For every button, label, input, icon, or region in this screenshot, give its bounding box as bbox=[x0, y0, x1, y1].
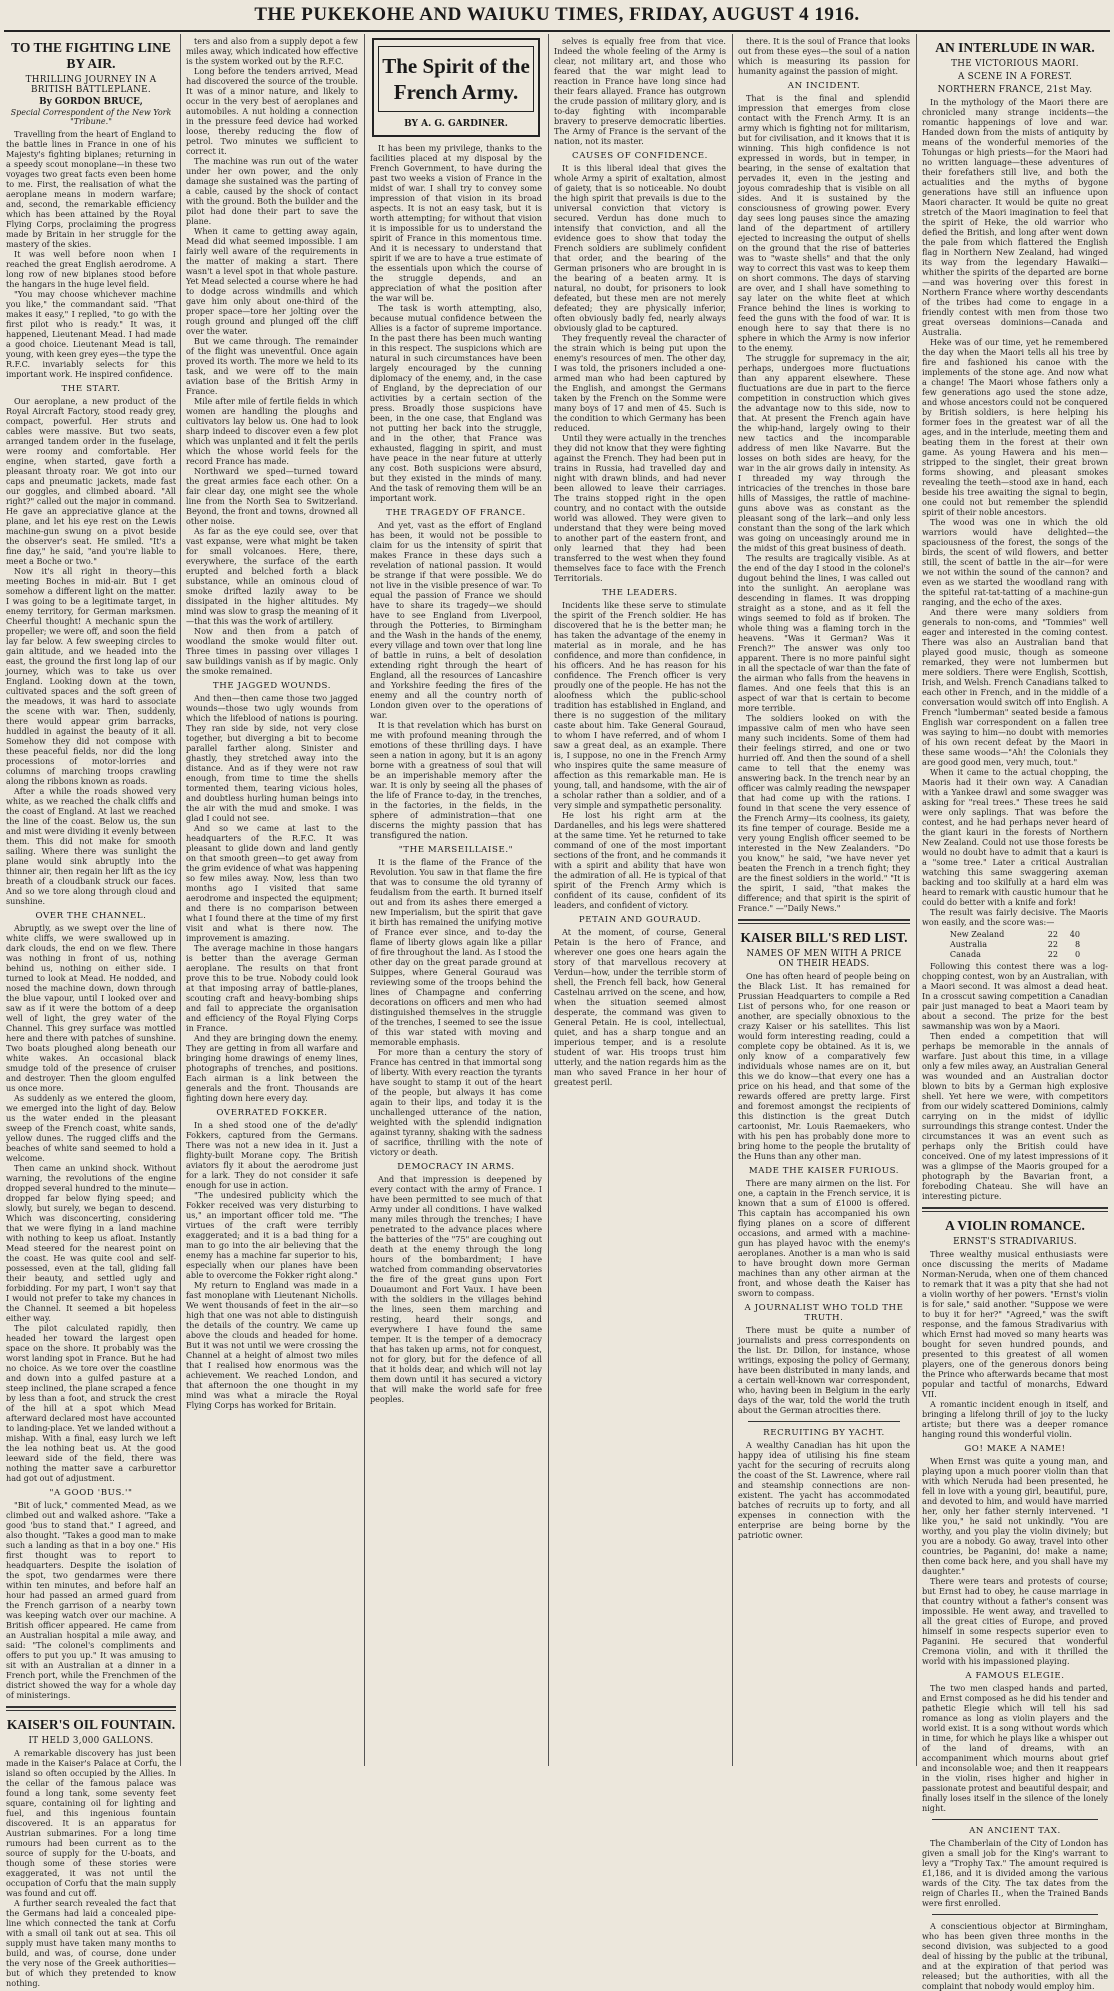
paragraph: After a while the roads showed very white, as we reached the chalk cliffs and the coast of England. At last we reached the line of the coast. Below us, the sun and mist were dividing it evenly between them. This did not make for smooth sailing. Where there was sunlight the plane would sink abruptly into the thinner air, then regain her lift as the icy breath of a cloudbank struck our faces. And so we tore along through cloud and sunshine. bbox=[6, 786, 176, 906]
paragraph: And then—then came those two jagged wounds—those two ugly wounds from which the lifeblood of nations is pouring. They ran side by side, not very close together, but diverging a bit to become parallel farther along. Sinister and ghastly, they stretched away into the distance. And as if they were not raw enough, from time to time the shells tormented them, tearing vicious holes, and doubtless hurling human beings into the air with the mud and smoke. I was glad I could not see. bbox=[186, 693, 358, 823]
paragraph: selves is equally free from that vice. Indeed the whole feeling of the Army is clear, not military art, and those who feared that the war might lead to reaction in France have long since had their fears allayed. France has outgrown the crude passion of military glory, and is to-day fighting with incomparable bravery to preserve democratic liberties. The Army of France is the servant of the nation, not its master. bbox=[554, 36, 726, 146]
score-table bbox=[950, 929, 1080, 959]
paragraph: The result was fairly decisive. The Maoris won easily, and the score was:— bbox=[922, 907, 1108, 927]
section-heading: PETAIN AND GOURAUD. bbox=[578, 915, 702, 925]
paragraph: Northward we sped—turned toward the great armies face each other. On a fair clear day, one might see the whole line from the North Sea to Switzerland. Beyond, the front and towns, drowned all other noise. bbox=[186, 466, 358, 526]
paragraph: The average machine in those hangars is better than the average German aeroplane. The results on that front prove this to be true. Nobody could look at that imposing array of battle-planes, scouting craft and heavy-bombing ships and fail to appreciate the organisation and efficiency of the Royal Flying Corps in France. bbox=[186, 943, 358, 1033]
paragraph: The task is worth attempting, also, because mutual confidence between the Allies is a factor of supreme importance. In the past there has been much wanting in this respect. The suspicions which are natural in such circumstances have been largely encouraged by the cunning diplomacy of the enemy, and, in the case of England, by the depreciation of our activities by a certain section of the press. Broadly those suspicions have been, in the one case, that England was not putting her back into the struggle, and in the other, that France was exhausted, flagging in spirit, and must have peace in the near future at utterly any cost. Both suspicions were absurd, but they existed in the minds of many. And the task of removing them will be an important work. bbox=[370, 303, 542, 503]
article-divider bbox=[922, 1207, 1108, 1212]
feature-title-box bbox=[372, 38, 540, 137]
team-name: New Zealand bbox=[949, 929, 1005, 939]
masthead-rule bbox=[4, 30, 1110, 32]
paragraph: And yet, vast as the effort of England has been, it would not be possible to claim for us the intensity of spirit that makes France in these days such a revelation of national passion. It would be strange if that were possible. We do not live in the visible presence of war. To equal the passion of France we should have to share its tragedy—we should have to see England from Liverpool, through the Potteries, to Birmingham and the Wash in the hands of the enemy, every village and town over that long line of battle in ruins, a belt of desolation extending right through the heart of England, all the resources of Lancashire and Yorkshire feeding the fires of the enemy and all the country north of London given over to the operations of war. bbox=[370, 520, 542, 720]
section-heading: AN INCIDENT. bbox=[787, 81, 861, 91]
paragraph: Travelling from the heart of England to the battle lines in France in one of his Majesty's fighting biplanes; returning in a speedy scout monoplane—in these two voyages two great facts even been home to me. First, the realisation of what the aeroplane means in modern warfare; and, second, the remarkable efficiency which has been attained by the Royal Flying Corps, proclaiming the progress made by Britain in her struggle for the mastery of the skies. bbox=[6, 129, 176, 249]
section-heading: OVERRATED FOKKER. bbox=[216, 1108, 328, 1118]
paragraph: Now and then from a patch of woodland the smoke would filter out. Three times in passing over villages I saw buildings vanish as if by magic. Only the smoke remained. bbox=[186, 626, 358, 676]
score-value: 8 bbox=[1074, 939, 1081, 949]
subheadline: IT HELD 3,000 GALLONS. bbox=[28, 1736, 154, 1746]
paragraph: There are many airmen on the list. For one, a captain in the French service, it is known that a sum of £1000 is offered. This captain has accompanied his own flying planes on a score of different occasions, and armed with a machine-gun has played havoc with the enemy's aeroplanes. Another is a man who is said to have brought down more German machines than any other airman at the front, and whose death the Kaiser has sworn to compass. bbox=[738, 1178, 910, 1298]
byline: By GORDON BRUCE, bbox=[39, 97, 143, 107]
subheadline: THE VICTORIOUS MAORI. bbox=[951, 59, 1079, 69]
section-heading: THE TRAGEDY OF FRANCE. bbox=[386, 508, 526, 518]
paragraph: It was well before noon when I reached the great English aerodrome. A long row of new biplanes stood before the hangars in the huge level field. bbox=[6, 249, 176, 289]
section-heading: GO! MAKE A NAME! bbox=[964, 1444, 1066, 1454]
headline: AN INTERLUDE IN WAR. bbox=[935, 40, 1095, 55]
masthead: THE PUKEKOHE AND WAIUKU TIMES, FRIDAY, AUGUST 4 1916. bbox=[254, 4, 860, 25]
paragraph: there. It is the soul of France that looks out from these eyes—the soul of a nation which is measuring its passion for humanity against the passion of might. bbox=[738, 36, 910, 76]
paragraph: And they are bringing down the enemy. They are getting in from all warfare and bringing home drawings of enemy lines, photographs of trenches, and positions. Each airman is a link between the generals and the front. Thousands are fighting down here every day. bbox=[186, 1033, 358, 1103]
column-rule bbox=[732, 34, 733, 1766]
section-heading: AN ANCIENT TAX. bbox=[969, 1826, 1061, 1836]
article-divider bbox=[6, 1706, 176, 1711]
section-heading: OVER THE CHANNEL. bbox=[35, 911, 147, 921]
section-heading: CAUSES OF CONFIDENCE. bbox=[572, 151, 708, 161]
paragraph: Now it's all right in theory—this meeting Boches in mid-air. But I get somehow a different light on the matter. I was going to be a legitimate target, in enemy territory, for German marksmen. Cheerful thought! A mechanic spun the propeller; we were off, and soon the field lay far below. A few sweeping circles to gain altitude, and we headed into the east, the ground the first long lap of our journey, which was to take us over England. Looking down at the town, cultivated spaces and the soft green of the meadows, it was hard to associate the scene with war. Then, suddenly, there would appear grim barracks, huddled in against the beauty of it all. Somehow they did not compose with these peaceful fields, nor did the long processions of motor-lorries and columns of marching troops crawling along the ribbons known as roads. bbox=[6, 566, 176, 786]
paragraph: One has often heard of people being on the Black List. It has remained for Prussian Headquarters to compile a Red List of persons who, for one reason or another, are specially obnoxious to the crazy Kaiser or his satellites. This list would form interesting reading, could a complete copy be obtained. As it is, we only know of a comparatively few individuals whose names are on it, but this we do know—that every one has a price on his head, and that some of the rewards offered are pretty large. First and foremost amongst the recipients of this distinction is the great Dutch cartoonist, Mr. Louis Raemaekers, who with his pen has probably done more to bring home to the people the brutality of the Huns than any other man. bbox=[738, 971, 910, 1161]
paragraph: Heke was of our time, yet he remembered the day when the Maori tells all his tree by fire and fashioned his canoe with the implements of the stone age. And now what a change! The Maori whose fathers only a few generations ago used the stone adze, and whose ancestors could not be conquered by British soldiers, is here helping his former foes in the greatest war of all the ages, and in the interlude, meeting them and beating them in the forest at their own game. As young Hawera and his men—stripped to the singlet, their great brown forms showing, and pleasant smokes revealing the teeth—stood axe in hand, each beside his tree awaiting the signal to begin, one could not but remember the splendid spirit of their noble ancestors. bbox=[922, 337, 1108, 517]
section-heading: MADE THE KAISER FURIOUS. bbox=[748, 1166, 900, 1176]
headline: A VIOLIN ROMANCE. bbox=[945, 1218, 1085, 1233]
section-heading: RECRUITING BY YACHT. bbox=[763, 1428, 885, 1438]
byline: BY A. G. GARDINER. bbox=[404, 119, 508, 129]
paragraph: Following this contest there was a log-chopping contest, won by an Australian, with a Maori second. It was almost a dead heat. In a crosscut sawing competition a Canadian pair just managed to beat a Maori team by about a second. The prize for the best sawmanship was won by a Maori. bbox=[922, 961, 1108, 1031]
subheadline: ERNST'S STRADIVARIUS. bbox=[953, 1237, 1077, 1247]
column-3 bbox=[370, 36, 542, 1766]
paragraph: When Ernst was quite a young man, and playing upon a much poorer violin than that with which Neruda had been presented, he fell in love with a young girl, beautiful, pure, and devoted to him, and would have married her, only her father sternly intervened. "I like you," he said not unkindly. "You are worthy, and you play the violin divinely; but you are a nobody. Go away, travel into other countries, be Paganini, do! make a name; then come back here, and you shall have my daughter." bbox=[922, 1456, 1108, 1576]
paragraph: In a shed stood one of the de'adly' Fokkers, captured from the Germans. There was not a new idea in it. Just a flighty-built Morane copy. The British aviators fly it about the aerodrome just for a lark. They do not consider it safe enough for use in action. bbox=[186, 1120, 358, 1190]
paragraph: There must be quite a number of journalists and press correspondents on the list. Dr. Dillon, for instance, whose writings, exposing the policy of Germany, have been distributed in many lands, and a certain well-known war correspondent, who, having been in Belgium in the early days of the war, told the world the truth about the German atrocities there. bbox=[738, 1325, 910, 1415]
paragraph: He lost his right arm at the Dardanelles, and his legs were shattered at the same time. Yet he returned to take command of one of the most important sections of the front, and he commands it with a spirit and ability that have won the admiration of all. He is typical of that spirit of the French Army which is confident of its cause, confident of its leaders, and confident of victory. bbox=[554, 810, 726, 910]
divider bbox=[748, 1421, 900, 1422]
paragraph: The machine was run out of the water under her own power, and the only damage she sustained was the parting of a cable, caused by the shock of contact with the ground. Both the builder and the pilot had done their part to save the plane. bbox=[186, 156, 358, 226]
score-value: 22 bbox=[1047, 929, 1059, 939]
paragraph: Then came an unkind shock. Without warning, the revolutions of the engine dropped several hundred to the minute—dropped far below flying speed; and slowly, but surely, we began to descend. Which was disconcerting, considering that we were flying in a land machine with nothing to keep us afloat. Instantly Mead steered for the nearest point on the coast. He was quite cool and self-possessed, even at the tall, gliding fall their beauty, and settled ugly and forbidding. For my part, I won't say that I would not prefer to take my chances in the Channel. It seemed a bit hopeless either way. bbox=[6, 1163, 176, 1323]
column-rule bbox=[916, 34, 917, 1766]
table-row bbox=[950, 929, 1080, 939]
paragraph: My return to England was made in a fast monoplane with Lieutenant Nicholls. We went thousands of feet in the air—so high that one was not able to distinguish the details of the country. We came up above the clouds and headed for home. But it was not until we were crossing the Channel at a height of almost two miles that I realised how enormous was the achievement. We reached London, and that afternoon the one thought in my mind was what a miracle the Royal Flying Corps has worked for Britain. bbox=[186, 1280, 358, 1410]
score-value: 22 bbox=[1047, 939, 1059, 949]
paragraph: It is the flame of the France of the Revolution. You saw in that flame the fire that was to consume the old tyranny of feudalism from the earth. It burned itself out and from its ashes there emerged a new Imperialism, but the spirit that gave it birth has remained the unifying motive of France ever since, and to-day the flame of liberty glows again like a pillar of fire throughout the land. As I stood the other day on the great parade ground at Suippes, where General Gouraud was reviewing some of the troops behind the lines of Champagne and conferring decorations on officers and men who had distinguished themselves in the struggle of the trenches, I seemed to see the issue of this war stated with moving and memorable emphasis. bbox=[370, 857, 542, 1047]
column-rule bbox=[548, 34, 549, 1766]
paragraph: Our aeroplane, a new product of the Royal Aircraft Factory, stood ready grey, compact, powerful. Her struts and cables were massive. But two seats, arranged tandem order in the fuselage, were roomy and comfortable. Her engine, when started, gave forth a pleasant throaty roar. We got into our caps and pneumatic jackets, made fast our goggles, and climbed aboard. "All right?" called out the major in command. He gave an appreciative glance at the plane, and let his eye rest on the Lewis machine-gun swung on a pivot beside the observer's seat. He smiled. "It's a fine day," he said, "and you're liable to meet a Boche or two." bbox=[6, 396, 176, 566]
team-name: Canada bbox=[949, 949, 981, 959]
section-heading: A FAMOUS ELEGIE. bbox=[965, 1671, 1065, 1681]
section-heading: THE JAGGED WOUNDS. bbox=[212, 681, 332, 691]
paragraph: A remarkable discovery has just been made in the Kaiser's Palace at Corfu, the island so often occupied by the Allies. In the cellar of the famous palace was found a long tank, some seventy feet square, containing oil for lighting and fuel, and this ingenious fountain discovered. It is an apparatus for Austrian submarines. For a long time rumours had been current as to the source of supply for the U-boats, and though some of these stories were exaggerated, it was not until the occupation of Corfu that the main supply was found and cut off. bbox=[6, 1748, 176, 1898]
column-5 bbox=[738, 36, 910, 1766]
column-1 bbox=[6, 36, 176, 1988]
column-rule bbox=[180, 34, 181, 1766]
paragraph: "Bit of luck," commented Mead, as we climbed out and walked ashore. "Take a good 'bus to stand that." I agreed, and also thought. "Takes a good man to make such a landing as that in a boy one." His first thought was to report to headquarters. Despite the isolation of the spot, two gendarmes were there within ten minutes, and before half an hour had passed an armed guard from the French garrison of a nearby town was keeping watch over our machine. A British officer appeared. He came from an Australian hospital a mile away, and said: "The colonel's compliments and offers to put you up." It was amusing to sit with an Australian at a dinner in a French port, while the Frenchmen of the district showed the way for a whole day of ministerings. bbox=[6, 1500, 176, 1700]
score-value: 0 bbox=[1074, 949, 1081, 959]
paragraph: Abruptly, as we swept over the line of white cliffs, we were swallowed up in dark clouds, the end on we flew. There was nothing in front of us, nothing behind us, nothing on either side. I turned to look at Mead. He nodded, and nosed the machine down, down through the blue vapour, until I looked over and saw as if it were the bottom of a deep well of light, the grey water of the Channel. This grey surface was mottled here and there with patches of sunshine. Two boats ploughed along beneath our white wakes. An occasional black smudge told of the presence of cruiser and destroyer. Then the gloom engulfed us once more. bbox=[6, 923, 176, 1093]
paragraph: Three wealthy musical enthusiasts were once discussing the merits of Madame Norman-Neruda, when one of them chanced to remark that it was a pity that she had not a violin worthy of her powers. "Ernst's violin is for sale," said another. "Suppose we were to buy it for her?" "Agreed," was the swift response, and the famous Stradivarius with which Ernst had moved so many hearts was bought for seven hundred pounds, and presented to this greatest of all women players, one of the generous donors being the Prince who afterwards became that most popular and tactful of monarchs, Edward VII. bbox=[922, 1249, 1108, 1399]
paragraph: The wood was one in which the old warriors would have delighted—the spaciousness of the forest, the songs of the birds, the scent of wild flowers, and better still, the scent of battle in the air—for were we not within the sound of the cannon? and even as we started the woodland rang with the spiteful rat-tat-tatting of a machine-gun ranging, and the echo of the axes. bbox=[922, 517, 1108, 607]
section-heading: THE LEADERS. bbox=[602, 588, 678, 598]
paragraph: But we came through. The remainder of the flight was uneventful. Once again proved its worth. The more we held to its task, and we were off to the main aviation base of the British Army in France. bbox=[186, 336, 358, 396]
paragraph: Until they were actually in the trenches they did not know that they were fighting against the French. They had been put in trains in Russia, had travelled day and night with drawn blinds, and had never been allowed to leave their carriages. The trains stopped right in the open country, and no contact with the outside world was allowed. They were given to understand that they were being moved to another part of the eastern front, and only learned that they had been transferred to the west when they found themselves face to face with the French Territorials. bbox=[554, 433, 726, 583]
score-value: 22 bbox=[1047, 949, 1059, 959]
paragraph: A further search revealed the fact that the Germans had laid a concealed pipe-line which connected the tank at Corfu with a small oil tank out at sea. This oil supply must have taken many months to build, and was, of course, done under the very nose of the Greek authorities—but of which they pretended to know nothing. bbox=[6, 1898, 176, 1988]
section-heading: "THE MARSEILLAISE." bbox=[398, 845, 514, 855]
paragraph: It has been my privilege, thanks to the facilities placed at my disposal by the French Government, to have during the past two weeks a vision of France in the midst of war. I shall try to convey some impression of that vision in its broad aspects. It is not an easy task, but it is worth attempting; for without that vision it is impossible for us to understand the spirit of France in this momentous time. And it is necessary to understand that spirit if we are to have a true estimate of the essentials upon which the course of the struggle depends, and an appreciation of what the position after the war will be. bbox=[370, 143, 542, 303]
paragraph: The Chamberlain of the City of London has given a small job for the King's warrant to levy a "Trophy Tax." The amount required is £1,186, and it is divided among the various wards of the City. The tax dates from the reign of Charles II., when the Trained Bands were first enrolled. bbox=[922, 1838, 1108, 1908]
divider bbox=[932, 1819, 1098, 1820]
feature-title: The Spirit of the French Army. bbox=[378, 46, 534, 112]
article-divider bbox=[738, 919, 910, 924]
paragraph: The two men clasped hands and parted, and Ernst composed as he did his tender and pathetic Elegie which will tell his sad romance as long as violin players and the world exist. It is a song without words which in time, for which he plays like a whisper out of the land of dreams, with an accompaniment which mourns about grief and inconsolable woe; and then it reappears in the violin, rises higher and higher in passionate protest and beautiful despair, and finally loses itself in the silence of the lonely night. bbox=[922, 1683, 1108, 1813]
column-2 bbox=[186, 36, 358, 1766]
column-6 bbox=[922, 36, 1108, 1991]
paragraph: Then ended a competition that will perhaps be memorable in the annals of warfare. Just about this time, in a village only a few miles away, an Australian General was wounded and an Australian doctor blown to bits by a German high explosive shell. Yet here we were, with competitors from our widely scattered Dominions, calmly carrying on in the midst of idyllic surroundings this strange contest. Under the circumstances it was an event such as perhaps only the British could have conceived. One of my latest impressions of it was a glimpse of the Maoris grouped for a photograph by the Bavarian front, a foreboding Chateau. She will have an interesting picture. bbox=[922, 1031, 1108, 1201]
section-heading: DEMOCRACY IN ARMS. bbox=[397, 1162, 515, 1172]
headline: KAISER'S OIL FOUNTAIN. bbox=[6, 1717, 176, 1732]
paragraph: The struggle for supremacy in the air, perhaps, undergoes more fluctuations than any apparent elsewhere. These fluctuations are due in part to the fierce competition in construction which gives the advantage now to this side, now to that. At present the French again have the whip-hand, largely owing to their new tactics and the incomparable address of men like Navarre. But the losses on both sides are heavy, for the war in the air grows daily in intensity. As I threaded my way through the intricacies of the trenches in those bare hills of Massiges, the rattle of machine-guns above was as constant as the pleasant song of the lark—and only less constant than the song of the lark which was going on unceasingly around me in the midst of this great business of death. bbox=[738, 353, 910, 553]
paragraph: It is that revelation which has burst on me with profound meaning through the emotions of these thrilling days. I have seen a nation in agony, but it is an agony borne with a greatness of soul that will be an imperishable memory after the war. It is only by seeing all the phases of the life of France to-day, in the trenches, in the factories, in the fields, in the sphere of administration—that one discerns the mighty passion that has transfigured the nation. bbox=[370, 720, 542, 840]
paragraph: When it came to getting away again, Mead did what seemed impossible. I am fairly well aware of the requirements in the matter of making a start. There wasn't a level spot in that whole pasture. Yet Mead selected a course where he had to dodge across windmills and which gave him only about one-third of the proper space—tore her jolting over the rough ground and plunged off the cliff over the water. bbox=[186, 226, 358, 336]
dateline: NORTHERN FRANCE, 21st May. bbox=[937, 85, 1093, 95]
paragraph: In the mythology of the Maori there are chronicled many strange incidents—the romantic happenings of love and war. Handed down from the mists of antiquity by means of the wonderful memories of the Tohungas or high priests—for the Maori had no written language—these adventures of their forefathers still live, and both the actualities and the myths of bygone generations have still an influence upon Maori character. It would be quite no great stretch of the Maori imagination to feel that the spirit of Heke, the old warrior who defied the British, and long after went down the pale from which flattered the English flag in Northern New Zealand, had winged its way from the legendary Hawaiki—whither the spirits of the departed are borne—and was hovering over this forest in Northern France where worthy descendants of the tribes had come to engage in a friendly contest with men from those two great overseas dominions—Canada and Australia. bbox=[922, 97, 1108, 337]
table-row bbox=[950, 949, 1080, 959]
paragraph: For more than a century the story of France has centred in that immortal song of liberty. With every reaction the tyrants have sought to stamp it out of the heart of the people, but always it has come again to their lips, and today it is the unchallenged utterance of the nation, weighted with the splendid indignation against tyranny, shaking with the sadness of sacrifice, thrilling with the note of victory or death. bbox=[370, 1047, 542, 1157]
section-heading: "A GOOD 'BUS.'" bbox=[49, 1488, 133, 1498]
paragraph: And that impression is deepened by every contact with the army of France. I have been permitted to see much of that Army under all conditions. I have walked many miles through the trenches; I have penetrated to the advance places where the batteries of the "75" are coughing out death at the enemy through the long hours of the bombardment; I have watched from commanding observatories the fire of the great guns upon Fort Douaumont and Fort Vaux. I have been with the soldiers in the villages behind the lines, seen them marching and resting, heard their songs, and everywhere I have found the same temper. It is the temper of a democracy that has taken up arms, not for conquest, not for glory, but for the defence of all that it holds dear, and which will not lay them down until it has secured a victory that will make the world safe for free peoples. bbox=[370, 1174, 542, 1404]
paragraph: The pilot calculated rapidly, then headed her toward the largest open space on the shore. It probably was the worst landing spot in France. But he had no choice. As we tore over the coastline and down into a gulfed pasture at a steep inclined, the plane scraped a fence by less than a foot, and struck the crest of the hill at a spot which Mead afterward declared most have accounted to landing-place. Yet we landed without a mishap. With a final, easy lurch we left the lea nothing beat us. At the good leeward side of the field, there was nothing the matter save a carburettor had got out of adjustment. bbox=[6, 1323, 176, 1483]
headline: KAISER BILL'S RED LIST. bbox=[740, 930, 908, 945]
paragraph: A wealthy Canadian has hit upon the happy idea of utilising his fine steam yacht for the securing of recruits along the coast of the St. Lawrence, where rail and steamship connections are non-existent. The yacht has accommodated batches of recruits up to forty, and all expenses in connection with the enterprise are being borne by the patriotic owner. bbox=[738, 1440, 910, 1540]
paragraph: When it came to the actual chopping, the Maoris had it their own way. A Canadian with a Yankee drawl and some swagger was asking for "real trees." These trees he said were only saplings. That was before the contest, and he had perhaps never heard of the giant kauri in the forests of Northern New Zealand. Could not use those forests be would no doubt have to admit that a kauri is a "some tree." Later a critical Australian watching this same swaggering axeman backing and too skilfully at a hard elm was heard to remark with caustic humour that he could do better with a knife and fork! bbox=[922, 767, 1108, 907]
paragraph: As far as the eye could see, over that vast expanse, were what might be taken for small volcanoes. Here, there, everywhere, the surface of the earth erupted and belched forth a black substance, while an ominous cloud of smoke drifted lazily away to be dissipated in the higher altitudes. My mind was slow to grasp the meaning of it—that this was the work of artillery. bbox=[186, 526, 358, 626]
credit-line: Special Correspondent of the New York "Tribune." bbox=[10, 108, 172, 126]
subheadline: THRILLING JOURNEY IN A BRITISH BATTLEPLANE. bbox=[25, 75, 157, 95]
column-rule bbox=[364, 34, 365, 1766]
team-name: Australia bbox=[949, 939, 988, 949]
paragraph: It is this liberal ideal that gives the whole Army a spirit of exaltation, almost of gaiety, that is so noticeable. No doubt the high spirit that prevails is due to the universal conviction that victory is secured. Verdun has done much to intensify that conviction, and all the evidence goes to show that today the French soldiers are sublimely confident that order, and the bearing of the German prisoners who are brought in is the bearing of a beaten army. It is natural, no doubt, for prisoners to look defeated, but these men are not merely defeated; they are physically inferior, often obviously badly fed, nearly always obviously glad to be captured. bbox=[554, 163, 726, 333]
paragraph: "You may choose whichever machine you like," the commandant said. "That makes it easy," I replied, "to go with the first pilot who is ready." It was, it happened, Lieutenant Mead. I had made a good choice. Lieutenant Mead is tall, young, with keen grey eyes—the type the R.F.C. invariably selects for this important work. He inspired confidence. bbox=[6, 289, 176, 379]
paragraph: And so we came at last to the headquarters of the R.F.C. It was pleasant to glide down and land gently on that smooth green—to get away from the grim evidence of what was happening so few miles away. Now, less than two months ago I visited that same aerodrome and inspected the equipment; and there is no comparison between what I found there at the time of my first visit and what is there now. The improvement is amazing. bbox=[186, 823, 358, 943]
paragraph: A romantic incident enough in itself, and bringing a lifelong thrill of joy to the lucky artiste; but there was a deeper romance hanging round this wonderful violin. bbox=[922, 1399, 1108, 1439]
paragraph: Mile after mile of fertile fields in which women are handling the ploughs and cultivators lay below us. One had to look sharp indeed to discover even a few plot which was unplanted and it felt the perils which the whose world feels for the record France has made. bbox=[186, 396, 358, 466]
section-heading: A JOURNALIST WHO TOLD THE TRUTH. bbox=[744, 1303, 904, 1323]
paragraph: ters and also from a supply depot a few miles away, which indicated how effective is the system worked out by the R.F.C. bbox=[186, 36, 359, 66]
table-row bbox=[950, 939, 1080, 949]
paragraph: The results are tragically visible. As at the end of the day I stood in the colonel's dugout behind the lines, I was called out into the sunlight. An aeroplane was descending in flames. It was dropping straight as a stone, and as it fell the wings seemed to fold as if broken. The whole thing was a flaming torch in the heavens. "Was it German? Was it French?" The answer was only too apparent. There is no more painful sight in all the spectacle of war than the fate of the airman who falls from the heavens in flames. And one feels that this is an aspect of war that is certain to become more terrible. bbox=[738, 553, 910, 713]
paragraph: They frequently reveal the character of the strain which is being put upon the enemy's resources of men. The other day, I was told, the prisoners included a one-armed man who had been captured by the English, and amongst the Germans taken by the French on the Somme were many boys of 17 and men of 45. Such is the condition to which Germany has been reduced. bbox=[554, 333, 726, 433]
paragraph: That is the final and splendid impression that emerges from close contact with the French Army. It is an army which is fighting not for militarism, but for civilisation, and it knows that it is winning. This high confidence is not expressed in words, but in temper, in bearing, in the sense of exaltation that pervades it, even in the jesting and joyous comradeship that is visible on all sides. And it is sustained by the consciousness of growing power. Every day sees long pauses since the amazing land of the department of artillery ejected to increasing the output of shells on the ground that the rise of batteries was to "waste shells" and that the only way to correct this vast was to keep them on short commons. The days of starving are over, and I shall have something to say later on the white fleet at which France behind the lines is working to feed the guns with the food of war. It is enough here to say that there is no sphere in which the Army is now inferior to the enemy. bbox=[738, 93, 910, 353]
paragraph: As suddenly as we entered the gloom, we emerged into the light of day. Below us the water ended in the pleasant sweep of the French coast, white sands, yellow dunes. The rugged cliffs and the beaches of white sand seemed to hold a welcome. bbox=[6, 1093, 176, 1163]
paragraph: Incidents like these serve to stimulate the spirit of the French soldier. He has discovered that he is the better man; he has taken the advantage of the enemy in material as in morale, and he has confidence, and more than confidence, in his officers. And he has reason for his confidence. The French officer is very proudly one of the people. He has not the aloofness which the public-school tradition has established in England, and there is no suggestion of the military caste about him. Take General Gouraud, to whom I have referred, and of whom I saw a great deal, as an example. There is, I suppose, no one in the French Army who inspires quite the same measure of affection as this remarkable man. He is young, tall, and handsome, with the air of a scholar rather than a soldier, and of a very simple and sympathetic personality. bbox=[554, 600, 726, 810]
paragraph: At the moment, of course, General Petain is the hero of France, and wherever one goes one hears again the story of that marvellous recovery at Verdun—how, under the terrible storm of shell, the French fell back, how General Castelnau arrived on the scene, and how, when the situation seemed almost desperate, the command was given to General Petain. He is cool, intellectual, quiet, and has a sharp tongue and an imperious temper, and is a resolute student of war. His troops trust him utterly, and the nation regards him as the man who saved France in her hour of greatest peril. bbox=[554, 927, 726, 1087]
subheadline: NAMES OF MEN WITH A PRICE ON THEIR HEADS. bbox=[746, 949, 902, 969]
score-value: 40 bbox=[1069, 929, 1081, 939]
headline: TO THE FIGHTING LINE BY AIR. bbox=[11, 40, 171, 71]
divider bbox=[932, 1914, 1098, 1915]
paragraph: Long before the tenders arrived, Mead had discovered the source of the trouble. It was of a minor nature, and likely to occur in the very best of aeroplanes and automobiles. A nut holding a connection in the pressure feed device had worked loose, thereby reducing the flow of petrol. Two minutes we sufficient to correct it. bbox=[186, 66, 358, 156]
subheadline: A SCENE IN A FOREST. bbox=[957, 72, 1073, 82]
paragraph: The soldiers looked on with the impassive calm of men who have seen many such incidents. Some of them had their feelings stirred, and one or two hurried off. And then the sound of a shell came to tell that the enemy was answering back. In the trench near by an officer was calmly reading the newspaper that had come up with the rations. I found in that scene the very essence of the French Army—its coolness, its gaiety, its fine temper of courage. Beside me a very young English officer seemed to be interested in the New Zealanders. "Do you know," he said, "we have never yet beaten the French in a trench fight; they are the finest soldiers in the world." "It is the spirit, I said, "that makes the difference; and that spirit is the spirit of France." —"Daily News." bbox=[738, 713, 910, 913]
column-4 bbox=[554, 36, 726, 1766]
section-heading: THE START. bbox=[61, 384, 121, 394]
paragraph: And there were many soldiers from generals to non-coms, and "Tommies" well eager and interested in the coming contest. There was also an Australian band that played good music, though as someone remarked, they were not lumbermen but mere soldiers. There were English, Scottish, Irish, and Welsh. French Canadians talked to each other in French, and in the middle of a conversation would switch off into English. A French "lumberman" seated beside a famous English war correspondent on a fallen tree was saying to him—no doubt with memories of his own recent defeat by the Maori in these same woods—"Ah! the Colonials they are good good men, very much, tout." bbox=[922, 607, 1108, 767]
paragraph: "The undesired publicity which the Fokker received was very disturbing to us," an important officer told me. "The virtues of the craft were terribly exaggerated; and it is a bad thing for a man to go into the air believing that the enemy has a machine far superior to his, especially when our planes have been able to overcome the Fokker right along." bbox=[186, 1190, 358, 1280]
paragraph: There were tears and protests of course; but Ernst had to obey, he cause marriage in that country without a father's consent was impossible. He went away, and travelled to all the great cities of Europe, and proved himself in some respects superior even to Paganini. He secured that wonderful Cremona violin, and with it thrilled the world with his impassioned playing. bbox=[922, 1576, 1108, 1666]
paragraph: A conscientious objector at Birmingham, who has been given three months in the second division, was subjected to a good deal of hissing by the public at the tribunal, and at the expiration of that period was released; but the authorities, with all the complaint that nobody would employ him. bbox=[922, 1921, 1108, 1991]
